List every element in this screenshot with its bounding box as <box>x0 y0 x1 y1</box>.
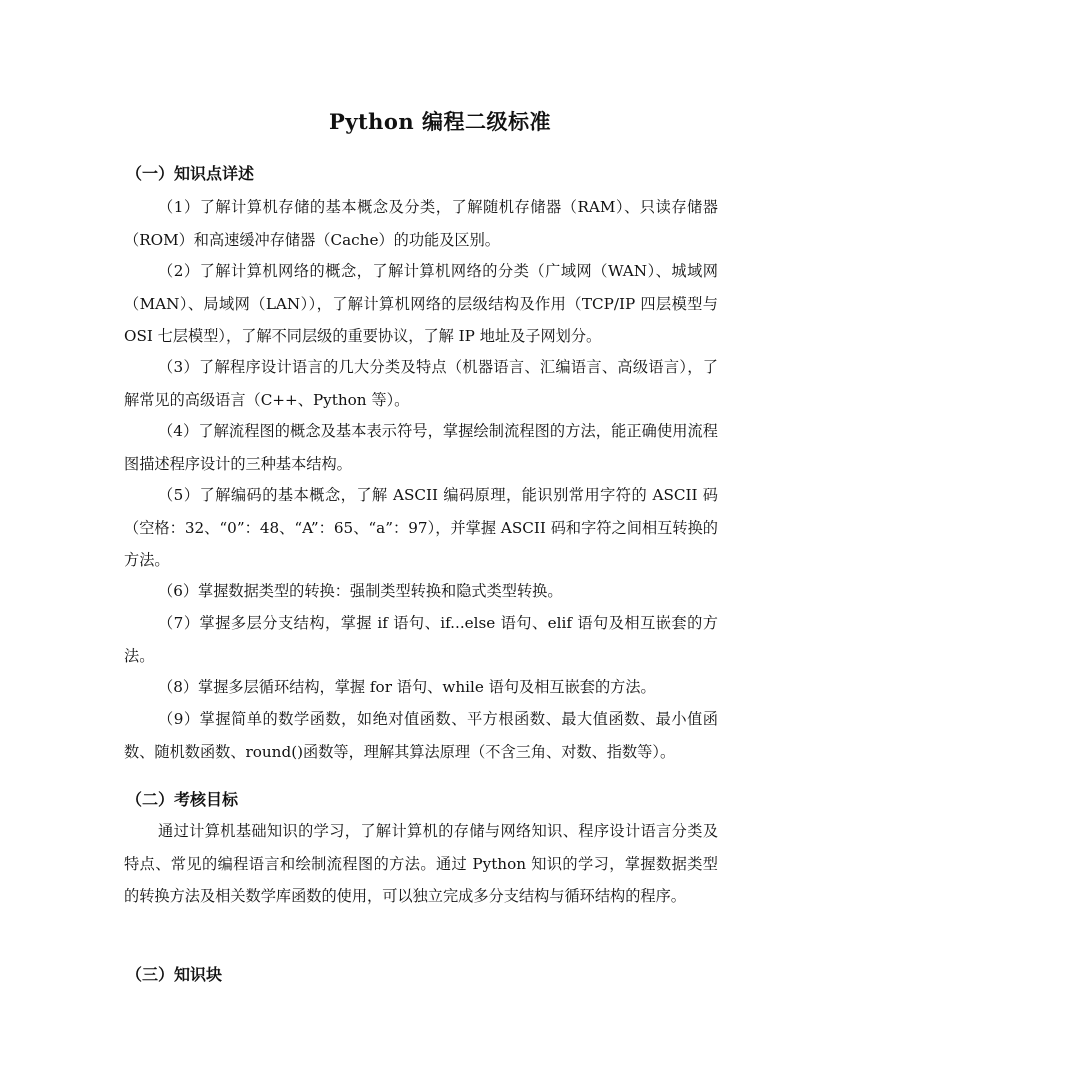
knowledge-item-6: （6）掌握数据类型的转换：强制类型转换和隐式类型转换。 <box>158 582 563 600</box>
section-heading-knowledge-blocks: （三）知识块 <box>126 965 223 984</box>
knowledge-item-1: （1）了解计算机存储的基本概念及分类，了解随机存储器（RAM）、只读存储器（ROM）和高速缓冲存储器（Cache）的功能及区别。 <box>124 198 718 249</box>
knowledge-item-9: （9）掌握简单的数学函数，如绝对值函数、平方根函数、最大值函数、最小值函数、随机数函数、round()函数等，理解其算法原理（不含三角、对数、指数等）。 <box>124 710 718 761</box>
knowledge-item-7: （7）掌握多层分支结构，掌握 if 语句、if...else 语句、elif 语句及相互嵌套的方法。 <box>124 614 718 665</box>
assessment-goals-paragraph: 通过计算机基础知识的学习，了解计算机的存储与网络知识、程序设计语言分类及特点、常见的编程语言和绘制流程图的方法。通过 Python 知识的学习，掌握数据类型的转换方法及相关数学库函数的使用，可以独立完成多分支结构与循环结构的程序。 <box>124 822 718 905</box>
knowledge-item-2: （2）了解计算机网络的概念，了解计算机网络的分类（广域网（WAN）、城域网（MAN）、局域网（LAN）），了解计算机网络的层级结构及作用（TCP/IP 四层模型与 OSI 七层模型），了解不同层级的重要协议，了解 IP 地址及子网划分。 <box>124 262 718 345</box>
section-heading-knowledge-details: （一）知识点详述 <box>126 164 255 183</box>
document-title: Python 编程二级标准 <box>328 109 552 134</box>
knowledge-item-4: （4）了解流程图的概念及基本表示符号，掌握绘制流程图的方法，能正确使用流程图描述程序设计的三种基本结构。 <box>124 422 718 473</box>
knowledge-item-8: （8）掌握多层循环结构，掌握 for 语句、while 语句及相互嵌套的方法。 <box>158 678 656 696</box>
section-heading-assessment-goals: （二）考核目标 <box>126 790 239 809</box>
knowledge-item-5: （5）了解编码的基本概念，了解 ASCII 编码原理，能识别常用字符的 ASCII 码（空格：32、“0”：48、“A”：65、“a”：97），并掌握 ASCII 码和字符之间相互转换的方法。 <box>124 486 718 569</box>
knowledge-item-3: （3）了解程序设计语言的几大分类及特点（机器语言、汇编语言、高级语言），了解常见的高级语言（C++、Python 等）。 <box>124 358 718 409</box>
